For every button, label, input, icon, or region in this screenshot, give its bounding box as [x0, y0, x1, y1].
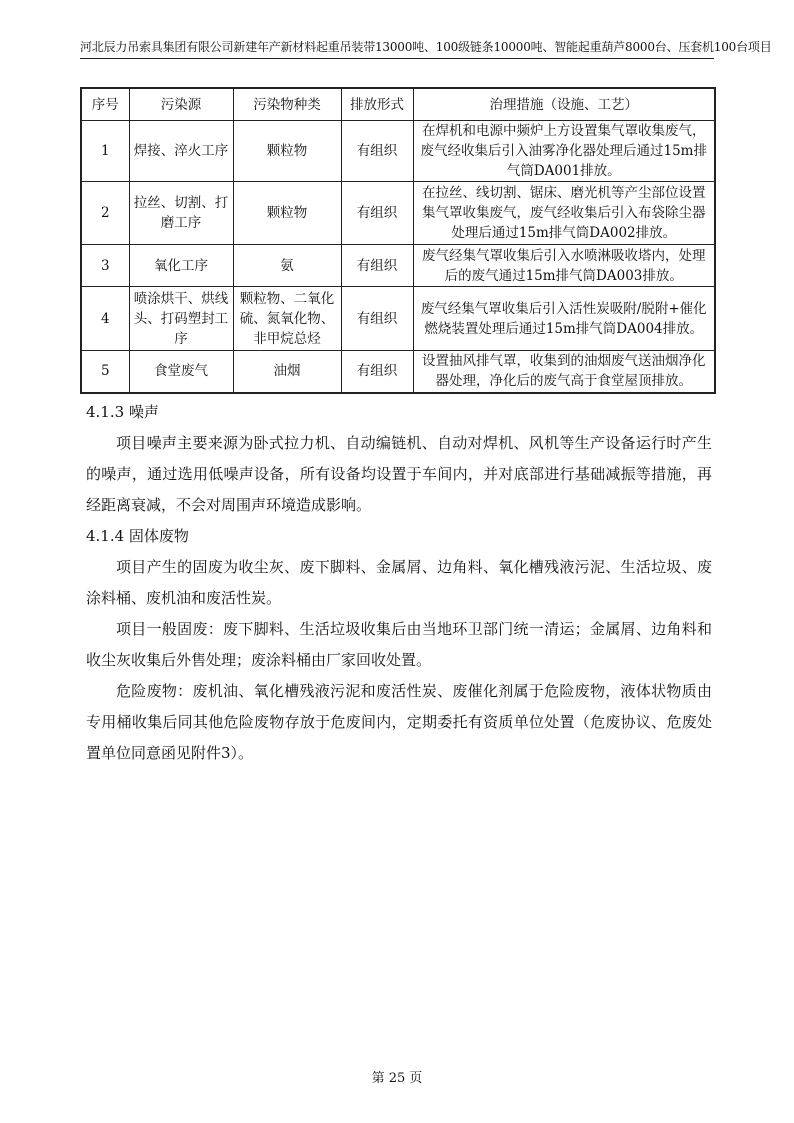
emission-form: 有组织	[341, 245, 413, 287]
treatment-measure: 在焊机和电源中频炉上方设置集气罩收集废气，废气经收集后引入油雾净化器处理后通过15m排气筒DA001排放。	[413, 121, 715, 182]
pollutant-type: 油烟	[233, 351, 341, 393]
section-heading-solid-waste: 4.1.4 固体废物	[86, 527, 189, 545]
pollutant-type: 颗粒物	[233, 182, 341, 245]
page-header: 河北辰力吊索具集团有限公司新建年产新材料起重吊装带13000吨、100级链条10000吨、智能起重葫芦8000台、压套机100台项目	[80, 40, 772, 54]
treatment-measure: 设置抽风排气罩，收集到的油烟废气送油烟净化器处理，净化后的废气高于食堂屋顶排放。	[413, 351, 715, 393]
pollution-source: 拉丝、切割、打磨工序	[129, 182, 233, 245]
pollutant-type: 颗粒物、二氧化硫、氮氧化物、非甲烷总烃	[233, 287, 341, 351]
emission-form: 有组织	[341, 121, 413, 182]
document-body	[86, 397, 712, 769]
pollutant-type: 颗粒物	[233, 121, 341, 182]
row-number: 3	[81, 245, 129, 287]
pollutant-type: 氨	[233, 245, 341, 287]
treatment-measure: 废气经集气罩收集后引入活性炭吸附/脱附+催化燃烧装置处理后通过15m排气筒DA004排放。	[413, 287, 715, 351]
row-number: 2	[81, 182, 129, 245]
table-row	[81, 287, 715, 351]
emission-form: 有组织	[341, 351, 413, 393]
row-number: 4	[81, 287, 129, 351]
table-row	[81, 121, 715, 182]
table-row	[81, 245, 715, 287]
pollution-source: 焊接、淬火工序	[129, 121, 233, 182]
page-number: 第 25 页	[371, 1071, 423, 1086]
pollution-source: 氧化工序	[129, 245, 233, 287]
column-header: 污染物种类	[233, 88, 341, 121]
solid-waste-paragraph: 项目产生的固废为收尘灰、废下脚料、金属屑、边角料、氧化槽残液污泥、生活垃圾、废涂料桶、废机油和废活性炭。	[86, 558, 712, 607]
emission-form: 有组织	[341, 287, 413, 351]
general-waste-paragraph: 项目一般固废：废下脚料、生活垃圾收集后由当地环卫部门统一清运；金属屑、边角料和收尘灰收集后外售处理；废涂料桶由厂家回收处置。	[86, 620, 712, 669]
noise-paragraph: 项目噪声主要来源为卧式拉力机、自动编链机、自动对焊机、风机等生产设备运行时产生的噪声，通过选用低噪声设备，所有设备均设置于车间内，并对底部进行基础减振等措施，再经距离衰减，不会对周围声环境造成影响。	[86, 434, 712, 514]
table-row	[81, 182, 715, 245]
row-number: 5	[81, 351, 129, 393]
table-header-row	[81, 88, 715, 121]
emission-form: 有组织	[341, 182, 413, 245]
column-header: 序号	[81, 88, 129, 121]
hazardous-waste-paragraph: 危险废物：废机油、氧化槽残液污泥和废活性炭、废催化剂属于危险废物，液体状物质由专用桶收集后同其他危险废物存放于危废间内，定期委托有资质单位处置（危废协议、危废处置单位同意函见附件3）。	[86, 682, 712, 762]
pollution-source: 食堂废气	[129, 351, 233, 393]
pollutant-treatment-table	[80, 87, 716, 394]
column-header: 污染源	[129, 88, 233, 121]
treatment-measure: 在拉丝、线切割、锯床、磨光机等产尘部位设置集气罩收集废气，废气经收集后引入布袋除尘器处理后通过15m排气筒DA002排放。	[413, 182, 715, 245]
row-number: 1	[81, 121, 129, 182]
table-row	[81, 351, 715, 393]
section-heading-noise: 4.1.3 噪声	[86, 403, 159, 421]
column-header: 排放形式	[341, 88, 413, 121]
header-divider	[80, 58, 714, 59]
treatment-measure: 废气经集气罩收集后引入水喷淋吸收塔内，处理后的废气通过15m排气筒DA003排放。	[413, 245, 715, 287]
column-header: 治理措施（设施、工艺）	[413, 88, 715, 121]
pollution-source: 喷涂烘干、烘线头、打码塑封工序	[129, 287, 233, 351]
